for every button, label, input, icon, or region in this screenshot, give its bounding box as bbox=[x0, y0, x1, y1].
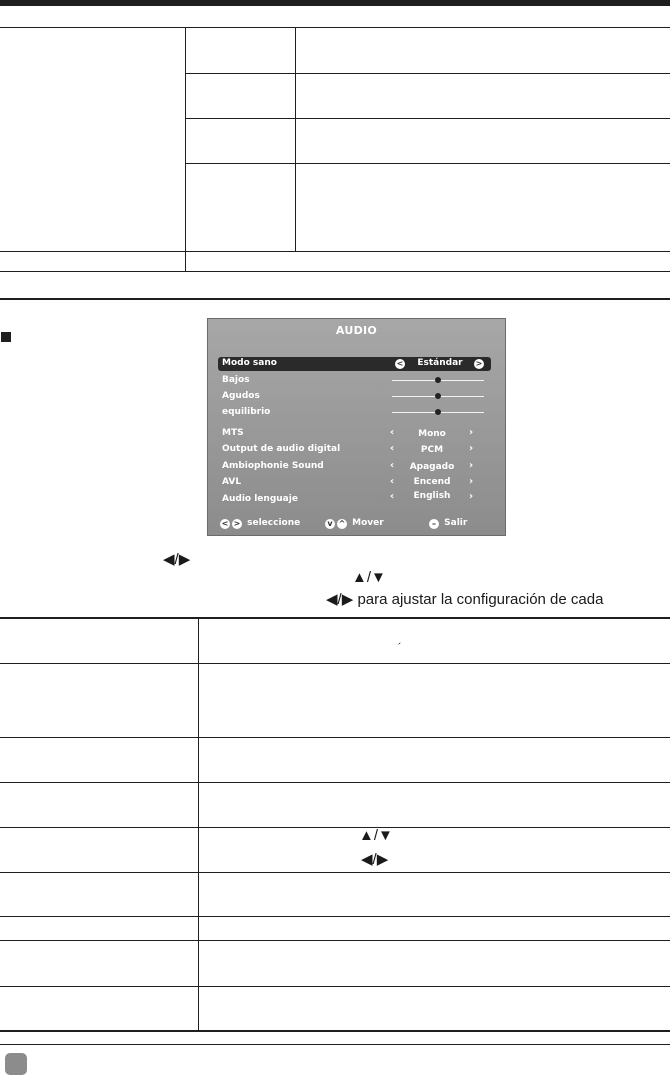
osd-row-value: Mono bbox=[418, 429, 446, 439]
osd-row-label: MTS bbox=[222, 428, 244, 438]
osd-footer-select bbox=[220, 518, 300, 528]
treble-slider[interactable] bbox=[392, 396, 484, 397]
up-circle-icon: ^ bbox=[338, 519, 346, 528]
table-bottom-line bbox=[0, 940, 670, 941]
down-circle-icon: v bbox=[325, 519, 335, 529]
osd-row-value: English bbox=[413, 491, 451, 501]
exit-circle-icon: – bbox=[429, 519, 439, 529]
osd-footer-exit bbox=[429, 518, 467, 528]
osd-row-label: Audio lenguaje bbox=[222, 494, 298, 504]
slider-knob[interactable] bbox=[435, 409, 441, 415]
bass-slider[interactable] bbox=[392, 380, 484, 381]
osd-row-label: Modo sano bbox=[222, 358, 277, 368]
osd-footer-move-label: Mover bbox=[352, 518, 384, 528]
left-circle-icon[interactable]: < bbox=[396, 359, 404, 368]
table-bottom-line bbox=[0, 916, 670, 917]
table-top-line bbox=[186, 163, 670, 164]
osd-title: AUDIO bbox=[335, 324, 378, 337]
chevron-right-icon[interactable]: › bbox=[469, 491, 474, 502]
table-bottom-bottom-rule bbox=[0, 1030, 670, 1032]
left-circle-icon: < bbox=[221, 519, 229, 528]
table-top-col-divider-2 bbox=[295, 27, 296, 251]
osd-row-value: Apagado bbox=[409, 462, 455, 472]
osd-row-audio-language[interactable] bbox=[222, 493, 492, 507]
up-down-arrows-icon: ▲/▼ bbox=[359, 827, 393, 844]
chevron-right-icon[interactable]: › bbox=[469, 460, 474, 471]
chevron-left-icon[interactable]: ‹ bbox=[390, 427, 395, 438]
left-right-arrows-icon: ◀/▶ bbox=[163, 551, 191, 568]
table-bottom-line bbox=[0, 986, 670, 987]
table-bottom-line bbox=[0, 663, 670, 664]
osd-footer-select-label: seleccione bbox=[247, 518, 301, 528]
page-number-badge bbox=[5, 1053, 27, 1075]
instruction-line-3 bbox=[326, 590, 603, 608]
osd-row-treble[interactable] bbox=[222, 390, 492, 404]
osd-row-label: Agudos bbox=[222, 391, 260, 401]
table-top-line bbox=[186, 118, 670, 119]
osd-row-value: Encend bbox=[413, 477, 451, 487]
osd-row-avl[interactable] bbox=[222, 476, 492, 490]
osd-row-label: Output de audio digital bbox=[222, 444, 341, 454]
osd-row-value: Estándar bbox=[417, 358, 463, 368]
table-top-col-divider bbox=[185, 27, 186, 271]
osd-row-mts[interactable] bbox=[222, 427, 492, 441]
chevron-right-icon[interactable]: › bbox=[469, 443, 474, 454]
right-circle-icon: > bbox=[233, 519, 241, 528]
table-bottom-col-divider bbox=[198, 618, 199, 1031]
up-down-arrows-icon: ▲/▼ bbox=[352, 569, 386, 586]
chevron-left-icon[interactable]: ‹ bbox=[390, 460, 395, 471]
table-bottom-line bbox=[0, 782, 670, 783]
osd-row-sound-mode[interactable] bbox=[218, 357, 491, 371]
chevron-right-icon[interactable]: › bbox=[469, 427, 474, 438]
chevron-left-icon[interactable]: ‹ bbox=[390, 443, 395, 454]
slider-knob[interactable] bbox=[435, 377, 441, 383]
left-right-arrows-icon: ◀/▶ bbox=[326, 591, 354, 608]
chevron-left-icon[interactable]: ‹ bbox=[390, 491, 395, 502]
instruction-text: para ajustar la configuración de cada bbox=[357, 591, 604, 608]
osd-row-value: PCM bbox=[420, 445, 444, 455]
slider-knob[interactable] bbox=[435, 393, 441, 399]
table-bottom-line bbox=[0, 737, 670, 738]
osd-row-label: Ambiophonie Sound bbox=[222, 461, 324, 471]
osd-footer-exit-label: Salir bbox=[444, 518, 468, 528]
table-bottom-line bbox=[0, 827, 670, 828]
table-bottom-top-rule bbox=[0, 617, 670, 619]
osd-row-balance[interactable] bbox=[222, 406, 492, 420]
osd-row-label: AVL bbox=[222, 477, 242, 487]
accent-mark: ´ bbox=[398, 642, 402, 654]
osd-row-ambiophonie-sound[interactable] bbox=[222, 460, 492, 474]
table-top-line bbox=[0, 27, 670, 28]
table-top-bottom-rule bbox=[0, 298, 670, 300]
section-bullet bbox=[1, 332, 11, 342]
table-bottom-line bbox=[0, 872, 670, 873]
chevron-right-icon[interactable]: › bbox=[469, 476, 474, 487]
table-top-line bbox=[186, 73, 670, 74]
osd-row-bass[interactable] bbox=[222, 374, 492, 388]
footer-rule bbox=[0, 1044, 670, 1045]
osd-row-label: Bajos bbox=[222, 375, 250, 385]
chevron-left-icon[interactable]: ‹ bbox=[390, 476, 395, 487]
osd-row-digital-audio-output[interactable] bbox=[222, 443, 492, 457]
table-top-line bbox=[0, 251, 670, 252]
left-right-arrows-icon: ◀/▶ bbox=[361, 851, 389, 868]
osd-row-label: equilibrio bbox=[222, 407, 271, 417]
right-circle-icon[interactable]: > bbox=[475, 359, 483, 368]
audio-osd-menu bbox=[207, 318, 506, 536]
osd-footer-move bbox=[325, 518, 384, 528]
balance-slider[interactable] bbox=[392, 412, 484, 413]
table-top-line bbox=[0, 271, 670, 272]
header-rule bbox=[0, 0, 670, 6]
